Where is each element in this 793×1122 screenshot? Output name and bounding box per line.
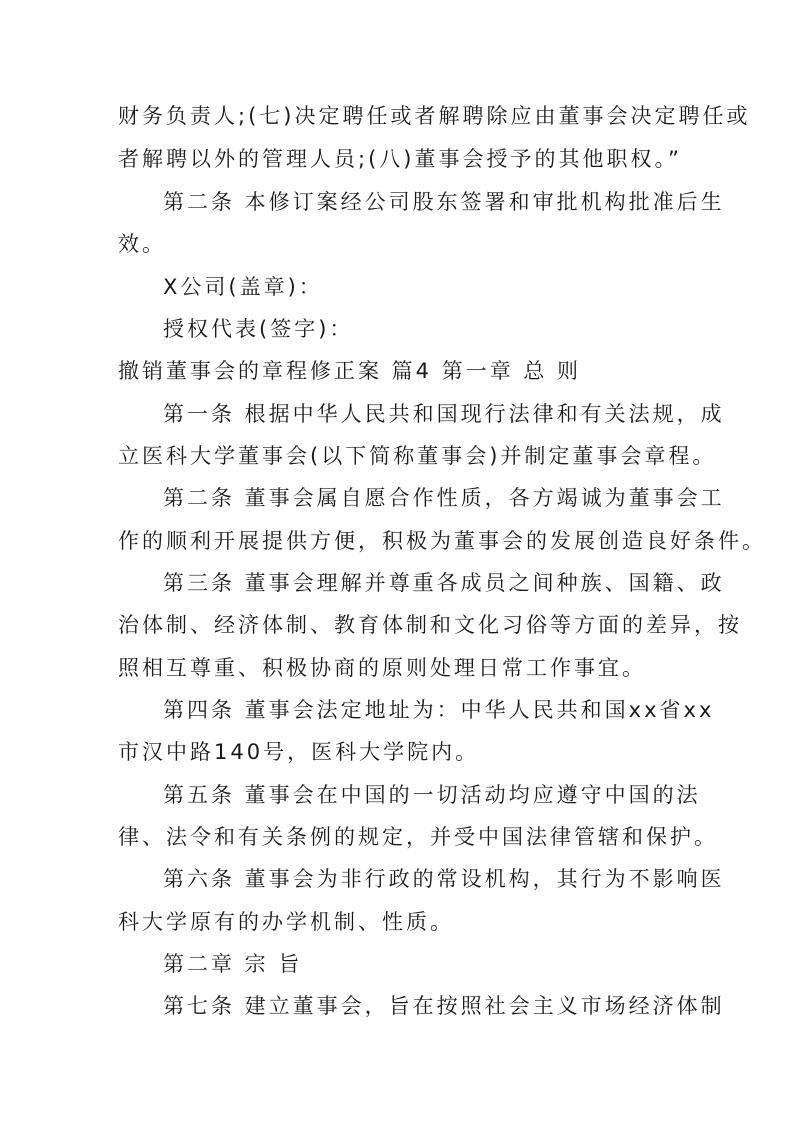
text-line: 第一条 根据中华人民共和国现行法律和有关法规，成 bbox=[163, 402, 725, 426]
text-line: 授权代表(签字)： bbox=[163, 317, 354, 341]
text-line: 效。 bbox=[118, 232, 166, 256]
text-line: 第二条 董事会属自愿合作性质，各方竭诚为董事会工 bbox=[163, 486, 725, 510]
text-line: 市汉中路140号，医科大学院内。 bbox=[118, 740, 480, 764]
section-heading: 撤销董事会的章程修正案 篇4 第一章 总 则 bbox=[118, 359, 582, 383]
chapter-heading: 第二章 宗 旨 bbox=[163, 952, 303, 976]
text-line: 第七条 建立董事会，旨在按照社会主义市场经济体制 bbox=[163, 994, 725, 1018]
text-line: 第三条 董事会理解并尊重各成员之间种族、国籍、政 bbox=[163, 571, 725, 595]
text-line: 第六条 董事会为非行政的常设机构，其行为不影响医 bbox=[163, 867, 725, 891]
text-line: 第四条 董事会法定地址为：中华人民共和国xx省xx bbox=[163, 698, 715, 722]
text-line: X公司(盖章)： bbox=[163, 275, 323, 299]
text-line: 作的顺利开展提供方便，积极为董事会的发展创造良好条件。 bbox=[118, 529, 766, 553]
text-line: 第五条 董事会在中国的一切活动均应遵守中国的法 bbox=[163, 783, 701, 807]
text-line: 治体制、经济体制、教育体制和文化习俗等方面的差异，按 bbox=[118, 613, 742, 637]
text-line: 科大学原有的办学机制、性质。 bbox=[118, 910, 454, 934]
text-line: 律、法令和有关条例的规定，并受中国法律管辖和保护。 bbox=[118, 825, 718, 849]
text-line: 立医科大学董事会(以下简称董事会)并制定董事会章程。 bbox=[118, 444, 717, 468]
text-line: 财务负责人;(七)决定聘任或者解聘除应由董事会决定聘任或 bbox=[118, 104, 751, 128]
text-line: 第二条 本修订案经公司股东签署和审批机构批准后生 bbox=[163, 190, 725, 214]
text-line: 照相互尊重、积极协商的原则处理日常工作事宜。 bbox=[118, 656, 646, 680]
text-line: 者解聘以外的管理人员;(八)董事会授予的其他职权。” bbox=[118, 147, 682, 171]
